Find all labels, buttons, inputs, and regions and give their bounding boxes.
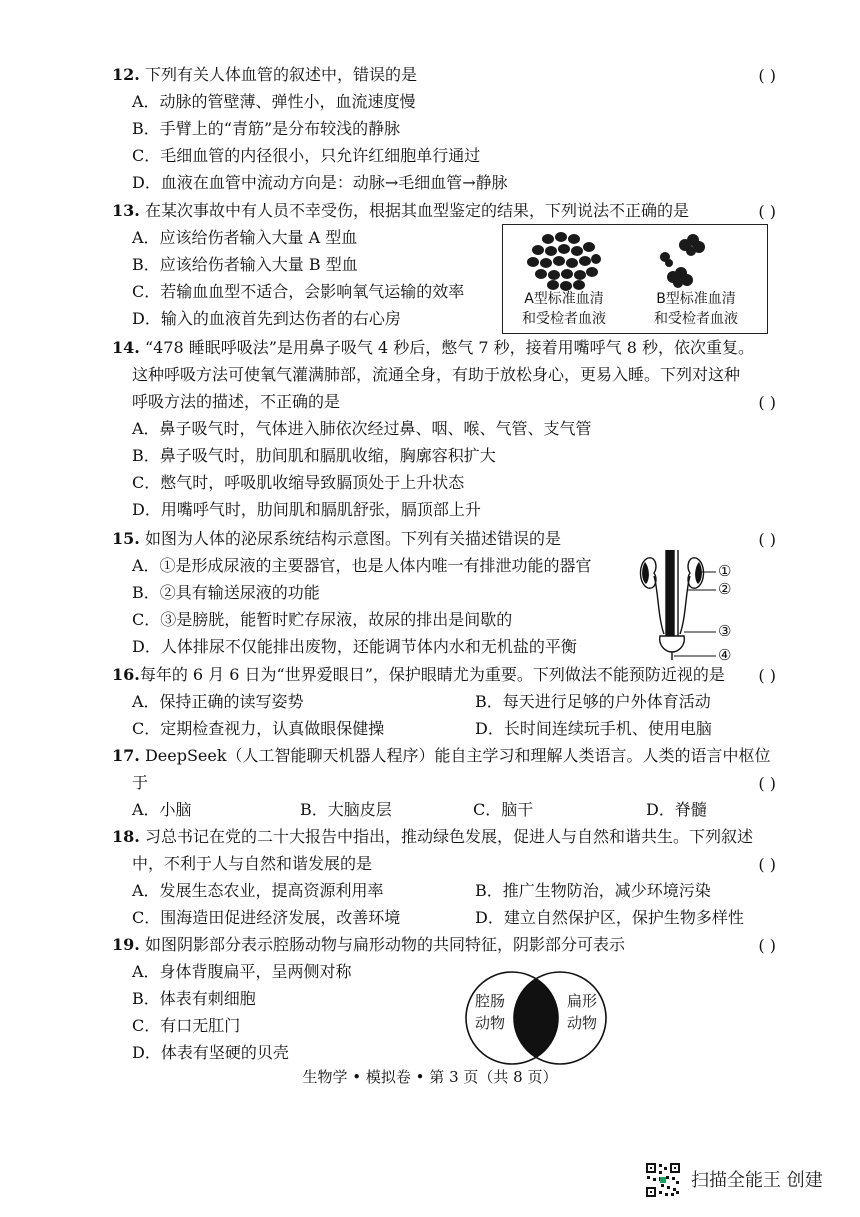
question-14-stem [112,337,754,359]
option: A．应该给伤者输入大量 A 型血 [132,228,358,247]
option: B．鼻子吸气时，肋间肌和膈肌收缩，胸廓容积扩大 [132,446,496,465]
b-serum-label-line2: 和受检者血液 [654,311,738,327]
question-text: “478 睡眠呼吸法”是用鼻子吸气 4 秒后，憋气 7 秒，接着用嘴呼气 8 秒，依次重复。 [144,338,754,357]
question-13-stem [112,200,689,222]
option: C．有口无肛门 [132,1016,241,1035]
question-text: 每年的 6 月 6 日为“世界爱眼日”，保护眼睛尤为重要。下列做法不能预防近视的是 [139,665,725,684]
question-number: 18. [112,827,140,846]
option: A．发展生态农业，提高资源利用率 [132,881,384,900]
a-serum-label [509,289,619,329]
option: D．体表有坚硬的贝壳 [132,1043,289,1062]
option: C．毛细血管的内径很小，只允许红细胞单行通过 [132,146,481,165]
question-12-stem [112,64,417,86]
venn-left-label-line2: 动物 [474,1014,505,1032]
option: A．保持正确的读写姿势 [132,692,304,711]
urinary-system-drawing [636,548,726,666]
option: D．脊髓 [646,800,707,819]
a-serum-label-line1: A型标准血清 [524,291,604,307]
option: C．脑干 [473,800,534,819]
option: C．定期检查视力，认真做眼保健操 [132,719,385,738]
b-serum-label [637,289,755,329]
option: B．推广生物防治，减少环境污染 [475,881,711,900]
question-text: 呼吸方法的描述，不正确的是 [132,392,341,411]
option: D．用嘴呼气时，肋间肌和膈肌舒张，膈顶部上升 [132,500,481,519]
figure-label-2: ② [718,580,732,598]
question-15-stem [112,528,561,550]
agglutination-drawing [503,225,767,295]
question-number: 15. [112,529,140,548]
option: C．③是膀胱，能暂时贮存尿液，故尿的排出是间歇的 [132,610,513,629]
a-serum-label-line2: 和受检者血液 [522,311,606,327]
qr-code-icon [645,1162,681,1198]
question-text: 这种呼吸方法可使氧气灌满肺部，流通全身，有助于放松身心，更易入睡。下列对这种 [132,365,741,384]
answer-paren: ( ) [758,666,776,685]
question-number: 19. [112,935,140,954]
question-text: 于 [132,773,149,792]
scanner-watermark [645,1160,845,1200]
venn-diagram [456,968,616,1068]
question-text: DeepSeek（人工智能聊天机器人程序）能自主学习和理解人类语言。人类的语言中枢位 [144,746,771,765]
question-number: 13. [112,201,140,220]
question-number: 17. [112,746,140,765]
question-17-stem [112,745,771,767]
question-number: 12. [112,65,140,84]
question-text: 如图为人体的泌尿系统结构示意图。下列有关描述错误的是 [144,529,561,548]
option: A．动脉的管壁薄、弹性小，血流速度慢 [132,92,416,111]
option: A．身体背腹扁平，呈两侧对称 [132,962,352,981]
answer-paren: ( ) [758,202,776,221]
option: B．手臂上的“青筋”是分布较浅的静脉 [132,119,401,138]
option: B．大脑皮层 [300,800,392,819]
question-19-stem [112,934,625,956]
option: D．长时间连续玩手机、使用电脑 [475,719,712,738]
blood-type-figure [502,224,768,334]
option: D．建立自然保护区，保护生物多样性 [475,908,744,927]
option: A．小脑 [132,800,192,819]
answer-paren: ( ) [758,393,776,412]
figure-label-4: ④ [718,646,732,664]
question-text: 习总书记在党的二十大报告中指出，推动绿色发展，促进人与自然和谐共生。下列叙述 [144,827,753,846]
scanner-watermark-text: 扫描全能王 创建 [691,1170,823,1191]
option: D．输入的血液首先到达伤者的右心房 [132,309,401,328]
question-text: 在某次事故中有人员不幸受伤，根据其血型鉴定的结果，下列说法不正确的是 [144,201,689,220]
venn-left-label [470,990,510,1034]
option: A．鼻子吸气时，气体进入肺依次经过鼻、咽、喉、气管、支气管 [132,419,592,438]
answer-paren: ( ) [758,936,776,955]
option: D．血液在血管中流动方向是：动脉→毛细血管→静脉 [132,173,508,192]
option: C．憋气时，呼吸肌收缩导致膈顶处于上升状态 [132,473,465,492]
option: A．①是形成尿液的主要器官，也是人体内唯一有排泄功能的器官 [132,556,592,575]
option: C．若输血血型不适合，会影响氧气运输的效率 [132,282,465,301]
answer-paren: ( ) [758,66,776,85]
option: B．应该给伤者输入大量 B 型血 [132,255,358,274]
b-serum-label-line1: B型标准血清 [656,291,736,307]
venn-left-label-line1: 腔肠 [474,992,505,1010]
option: B．②具有输送尿液的功能 [132,583,320,602]
option: C．围海造田促进经济发展，改善环境 [132,908,401,927]
answer-paren: ( ) [758,774,776,793]
question-16-stem [112,664,725,686]
option: B．体表有刺细胞 [132,989,256,1008]
question-18-stem [112,826,753,848]
urinary-system-figure [636,548,746,666]
question-text: 中，不利于人与自然和谐发展的是 [132,854,373,873]
venn-right-label-line2: 动物 [566,1014,597,1032]
question-number: 16. [112,665,140,684]
option: D．人体排尿不仅能排出废物，还能调节体内水和无机盐的平衡 [132,637,577,656]
answer-paren: ( ) [758,855,776,874]
page-footer: 生物学 • 模拟卷 • 第 3 页（共 8 页） [302,1068,558,1086]
option: B．每天进行足够的户外体育活动 [475,692,711,711]
figure-label-1: ① [718,562,732,580]
question-number: 14. [112,338,140,357]
venn-right-label-line1: 扁形 [566,992,597,1010]
question-text: 如图阴影部分表示腔肠动物与扁形动物的共同特征，阴影部分可表示 [144,935,625,954]
question-text: 下列有关人体血管的叙述中，错误的是 [144,65,417,84]
figure-label-3: ③ [718,622,732,640]
venn-right-label [562,990,602,1034]
answer-paren: ( ) [758,530,776,549]
